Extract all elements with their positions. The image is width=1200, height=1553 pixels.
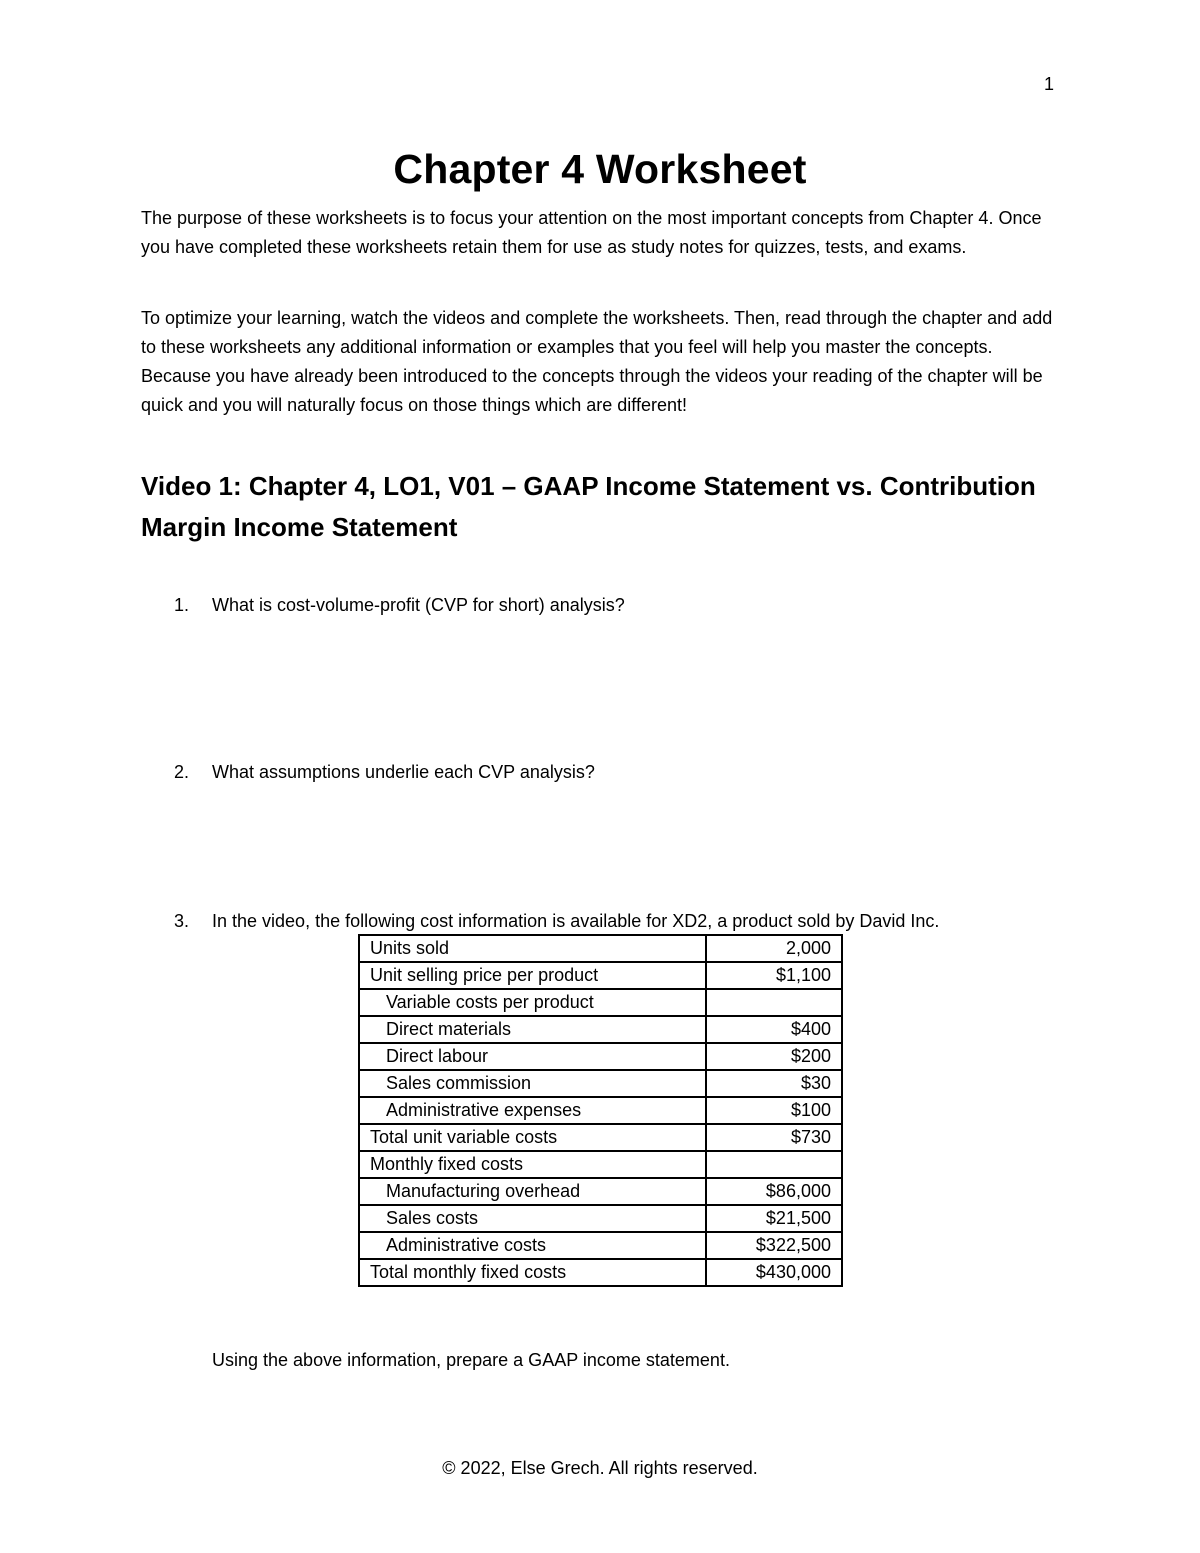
instruction-text: Using the above information, prepare a GAAP income statement. bbox=[212, 1350, 730, 1370]
question-text: What assumptions underlie each CVP analysis? bbox=[212, 762, 595, 782]
row-label: Total unit variable costs bbox=[359, 1124, 706, 1151]
intro-paragraph: The purpose of these worksheets is to focus your attention on the most important concepts from Chapter 4. Once you have completed these worksheets retain them for use as study notes for quizzes, tests, and exams. bbox=[141, 208, 1042, 257]
row-value: $30 bbox=[706, 1070, 842, 1097]
question-item bbox=[174, 593, 625, 617]
row-value: 2,000 bbox=[706, 935, 842, 962]
row-label: Direct materials bbox=[359, 1016, 706, 1043]
row-label: Total monthly fixed costs bbox=[359, 1259, 706, 1286]
row-value bbox=[706, 989, 842, 1016]
question-text: What is cost-volume-profit (CVP for short) analysis? bbox=[212, 595, 625, 615]
row-label: Monthly fixed costs bbox=[359, 1151, 706, 1178]
row-label: Manufacturing overhead bbox=[359, 1178, 706, 1205]
table-row bbox=[359, 1151, 842, 1178]
row-label: Administrative expenses bbox=[359, 1097, 706, 1124]
copyright-footer: © 2022, Else Grech. All rights reserved. bbox=[442, 1458, 758, 1478]
question-item bbox=[174, 909, 939, 933]
table-row bbox=[359, 989, 842, 1016]
table-row bbox=[359, 962, 842, 989]
row-value: $200 bbox=[706, 1043, 842, 1070]
row-label: Units sold bbox=[359, 935, 706, 962]
table-row bbox=[359, 1205, 842, 1232]
row-label: Variable costs per product bbox=[359, 989, 706, 1016]
row-value: $86,000 bbox=[706, 1178, 842, 1205]
question-number: 3. bbox=[174, 911, 190, 931]
page-number: 1 bbox=[1044, 74, 1055, 94]
row-value: $322,500 bbox=[706, 1232, 842, 1259]
question-text: In the video, the following cost information is available for XD2, a product sold by David Inc. bbox=[212, 911, 940, 931]
question-number: 2. bbox=[174, 762, 190, 782]
row-value bbox=[706, 1151, 842, 1178]
row-label: Sales costs bbox=[359, 1205, 706, 1232]
intro-paragraph: To optimize your learning, watch the videos and complete the worksheets. Then, read through the chapter and add to these worksheets any additional information or examples that you feel will help you master the concepts. Because you have already been introduced to the concepts through the videos your reading of the chapter will be quick and you will naturally focus on those things which are different! bbox=[141, 308, 1053, 415]
table-row bbox=[359, 1070, 842, 1097]
table-row bbox=[359, 935, 842, 962]
row-value: $730 bbox=[706, 1124, 842, 1151]
question-number: 1. bbox=[174, 595, 190, 615]
row-label: Sales commission bbox=[359, 1070, 706, 1097]
cost-information-table bbox=[358, 934, 843, 1287]
table-row bbox=[359, 1178, 842, 1205]
row-value: $21,500 bbox=[706, 1205, 842, 1232]
page-title: Chapter 4 Worksheet bbox=[393, 146, 807, 192]
section-heading: Video 1: Chapter 4, LO1, V01 – GAAP Income Statement vs. Contribution Margin Income Statement bbox=[141, 471, 1036, 542]
table-row bbox=[359, 1259, 842, 1286]
row-value: $100 bbox=[706, 1097, 842, 1124]
question-item bbox=[174, 760, 595, 784]
table-row bbox=[359, 1043, 842, 1070]
row-value: $400 bbox=[706, 1016, 842, 1043]
row-label: Unit selling price per product bbox=[359, 962, 706, 989]
row-value: $1,100 bbox=[706, 962, 842, 989]
row-value: $430,000 bbox=[706, 1259, 842, 1286]
row-label: Administrative costs bbox=[359, 1232, 706, 1259]
table-row bbox=[359, 1016, 842, 1043]
row-label: Direct labour bbox=[359, 1043, 706, 1070]
table-row bbox=[359, 1124, 842, 1151]
table-row bbox=[359, 1097, 842, 1124]
table-row bbox=[359, 1232, 842, 1259]
